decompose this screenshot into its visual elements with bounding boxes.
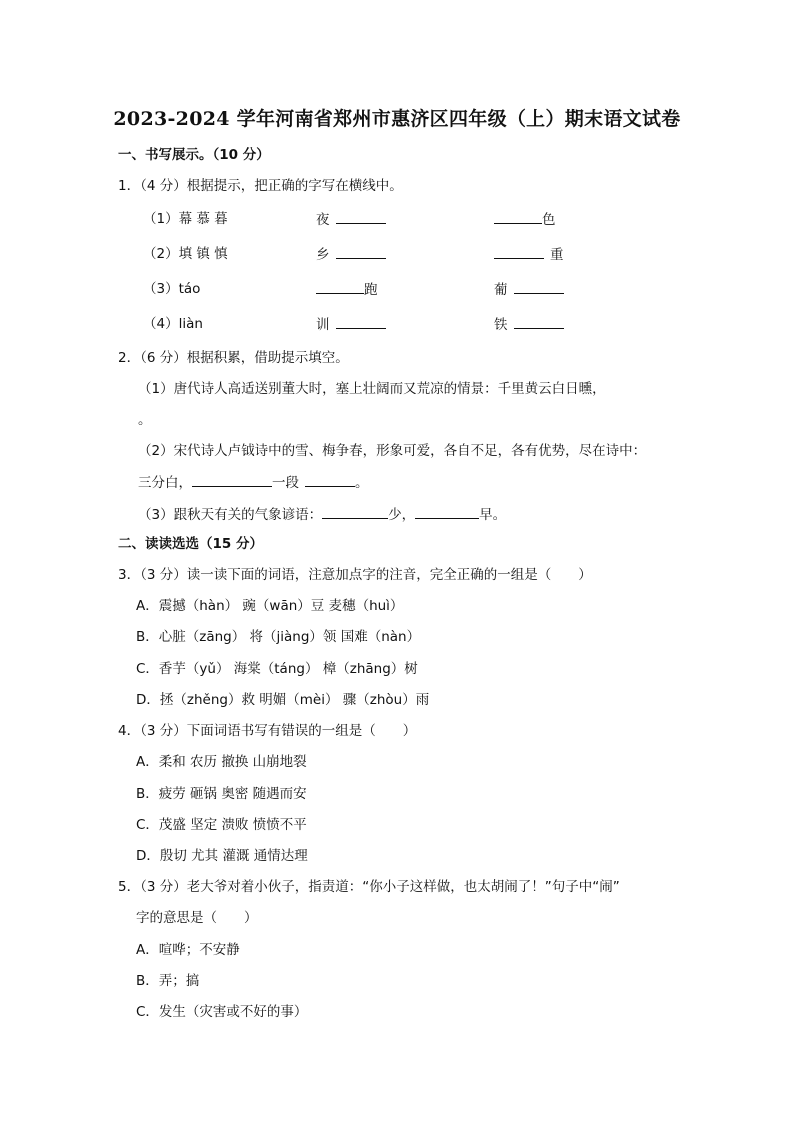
- q1-row4-right: [494, 315, 564, 334]
- q1-row2-right-char: 重: [550, 247, 564, 263]
- q1-stem: 1．（4 分）根据提示，把正确的字写在横线中。: [118, 178, 403, 194]
- q1-row3-right-char: 葡: [494, 282, 508, 298]
- q1-row3-mid: [316, 280, 378, 299]
- section-1-heading: 一、书写展示。（10 分）: [118, 147, 270, 163]
- q2-part3-text-b: 少，: [388, 507, 416, 523]
- q1-row3-mid-blank[interactable]: [316, 280, 364, 294]
- q1-row3-right-blank[interactable]: [514, 280, 564, 294]
- q2-part3-blank-1[interactable]: [322, 505, 388, 519]
- q2-part2-text-c: 。: [355, 475, 369, 491]
- section-2-heading: 二、读读选选（15 分）: [118, 536, 263, 552]
- q2-part2-blank-2[interactable]: [305, 473, 355, 487]
- q2-part2-text-b: 一段: [272, 475, 299, 491]
- q2-part2-text-a: 三分白，: [138, 475, 192, 491]
- q1-row3-right: [494, 280, 564, 299]
- q2-part1-line2: 。: [138, 412, 152, 428]
- q1-row2-mid-char: 乡: [316, 247, 330, 263]
- q4-option-d[interactable]: D．殷切 尤其 灌溉 通情达理: [136, 848, 308, 864]
- q5-option-b[interactable]: B．弄；搞: [136, 973, 200, 989]
- q2-part1-line1: （1）唐代诗人高适送别董大时，塞上壮阔而又荒凉的情景：千里黄云白日曛，: [138, 381, 606, 397]
- q2-part3-text-c: 早。: [479, 507, 507, 523]
- q5-stem-line2: 字的意思是（ ）: [136, 910, 258, 926]
- q2-part2-line1: （2）宋代诗人卢钺诗中的雪、梅争春，形象可爱，各自不足，各有优势，尽在诗中：: [138, 443, 647, 459]
- q1-row4-label: （4）liàn: [143, 316, 203, 332]
- q1-row1-label: （1）幕 慕 暮: [143, 211, 228, 227]
- q3-option-a[interactable]: A．震撼（hàn） 豌（wān）豆 麦穗（huì）: [136, 598, 404, 614]
- q1-row4-right-char: 铁: [494, 317, 508, 333]
- page-title: 2023-2024 学年河南省郑州市惠济区四年级（上）期末语文试卷: [113, 108, 681, 130]
- q3-option-b[interactable]: B．心脏（zāng） 将（jiàng）领 国难（nàn）: [136, 629, 421, 645]
- q1-row2-right-blank[interactable]: [494, 245, 544, 259]
- q1-row2-mid: [316, 245, 386, 264]
- q3-option-d[interactable]: D．拯（zhěng）救 明媚（mèi） 骤（zhòu）雨: [136, 692, 430, 708]
- q1-row2-label: （2）填 镇 慎: [143, 246, 228, 262]
- q1-row2-mid-blank[interactable]: [336, 245, 386, 259]
- q1-row1-mid: [316, 210, 386, 229]
- q4-option-b[interactable]: B．疲劳 砸锅 奥密 随遇而安: [136, 786, 307, 802]
- q3-option-c[interactable]: C．香芋（yǔ） 海棠（táng） 樟（zhāng）树: [136, 661, 418, 677]
- q2-part2-blank-1[interactable]: [192, 473, 272, 487]
- q4-option-a[interactable]: A．柔和 农历 撤换 山崩地裂: [136, 754, 307, 770]
- q1-row2-right: [494, 245, 564, 264]
- q1-row1-mid-char: 夜: [316, 212, 330, 228]
- q1-row4-right-blank[interactable]: [514, 315, 564, 329]
- q1-row1-right-char: 色: [542, 212, 556, 228]
- q3-stem: 3．（3 分）读一读下面的词语，注意加点字的注音，完全正确的一组是（ ）: [118, 567, 592, 583]
- q2-part3-text-a: （3）跟秋天有关的气象谚语：: [138, 507, 323, 523]
- q2-part3: [138, 505, 506, 524]
- q1-row3-mid-char: 跑: [364, 282, 378, 298]
- q1-row3-label: （3）táo: [143, 281, 201, 297]
- q2-part3-blank-2[interactable]: [415, 505, 479, 519]
- q4-stem: 4．（3 分）下面词语书写有错误的一组是（ ）: [118, 723, 417, 739]
- q1-row1-right-blank[interactable]: [494, 210, 542, 224]
- q2-stem: 2．（6 分）根据积累，借助提示填空。: [118, 350, 349, 366]
- q1-row1-mid-blank[interactable]: [336, 210, 386, 224]
- q5-stem: 5．（3 分）老大爷对着小伙子，指责道：“你小子这样做，也太胡闹了！”句子中“闹”: [118, 879, 620, 895]
- q4-option-c[interactable]: C．茂盛 坚定 溃败 愤愤不平: [136, 817, 307, 833]
- q2-part2-line2: [138, 473, 369, 492]
- q5-option-c[interactable]: C．发生（灾害或不好的事）: [136, 1004, 308, 1020]
- q1-row1-right: [494, 210, 556, 229]
- q1-row4-mid: [316, 315, 386, 334]
- q1-row4-mid-char: 训: [316, 317, 330, 333]
- q5-option-a[interactable]: A．喧哗；不安静: [136, 942, 240, 958]
- q1-row4-mid-blank[interactable]: [336, 315, 386, 329]
